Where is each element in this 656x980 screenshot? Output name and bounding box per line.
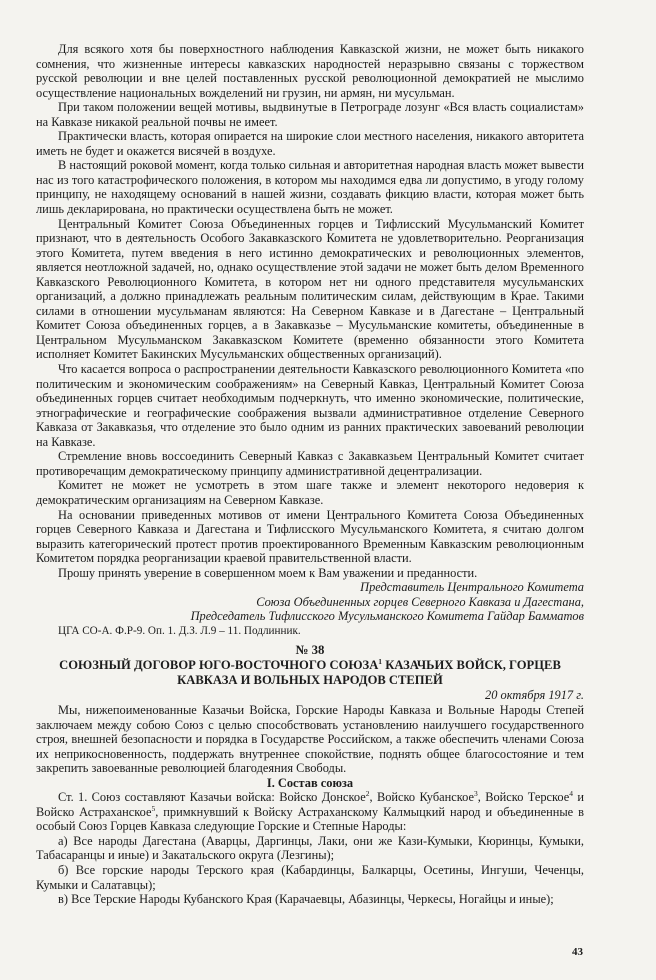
article-text: , примкнувший к Войску Астраханскому Калмыцкий народ и объединенные в особый Союз Горцев Кавказа следующие Горские и Степные Народы:: [36, 804, 584, 834]
paragraph: На основании приведенных мотивов от имени Центрального Комитета Союза Объединенных горцев Северного Кавказа и Дагестана и Тифлисского Мусульманского Комитета, я считаю долгом выразить категорический протест против проектированного Временным Кавказским революционным Комитетом порядка реорганизации краевой правительственной власти.: [36, 507, 584, 566]
document-number: № 38: [295, 643, 325, 658]
list-item: б) Все горские народы Терского края (Кабардинцы, Балкарцы, Осетины, Ингуши, Чеченцы, Кумыки и Салатавцы);: [36, 862, 584, 892]
text-column: [36, 42, 584, 907]
paragraph: Для всякого хотя бы поверхностного наблюдения Кавказской жизни, не может быть никакого сомнения, что жизненные интересы кавказских народностей неразрывно связаны с торжеством русской революции и вне целей поставленных русской революционной демократией не мыслимо осуществление национальных вожделений ни грузин, ни армян, ни мусульман.: [36, 42, 584, 100]
document-title-part: КАЗАЧЬИХ ВОЙСК, ГОРЦЕВ: [382, 658, 561, 673]
footnote-marker: 3: [474, 789, 478, 799]
list-item: а) Все народы Дагестана (Аварцы, Даргинцы, Лаки, они же Кази-Кумыки, Кюринцы, Кумыки, Табасаранцы и иные) и Закатальского округа (Лезгины);: [36, 833, 584, 863]
document-title: [36, 658, 584, 673]
paragraph: В настоящий роковой момент, когда только сильная и авторитетная народная власть может вывести нас из того катастрофического положения, в котором мы находимся едва ли допустимо, в угоду голому принципу, не находящему оснований в нашей жизни, создавать фикцию власти, которая может быть лишь декларирована, но практически осуществлена быть не может.: [36, 158, 584, 217]
list-item: в) Все Терские Народы Кубанского Края (Карачаевцы, Абазинцы, Черкесы, Ногайцы и иные);: [58, 892, 554, 907]
archive-source-note: ЦГА СО-А. Ф.Р-9. Оп. 1. Д.З. Л.9 – 11. Подлинник.: [58, 624, 301, 637]
intro-paragraph: Мы, нижепоименованные Казачьи Войска, Горские Народы Кавказа и Вольные Народы Степей заключаем между собою Союз с целью способствовать установлению наилучшего государственного строя, внешней безопасности и порядка в Государстве Российском, а также обеспечить членами Союза их неприкосновенность, поддержать внутреннее спокойствие, поднять общее благосостояние и тем закрепить завоеванные революцией благодеяния Свободы.: [36, 702, 584, 776]
article-text: , Войско Кубанское: [369, 790, 475, 805]
document-date: 20 октября 1917 г.: [485, 688, 584, 703]
signature-line: Председатель Тифлисского Мусульманского Комитета Гайдар Бамматов: [190, 609, 584, 624]
paragraph: При таком положении вещей мотивы, выдвинутые в Петрограде лозунг «Вся власть социалистам» на Кавказе никакой реальной почвы не имеет.: [36, 100, 584, 129]
footnote-marker: 4: [569, 789, 574, 799]
footnote-marker: 1: [378, 657, 383, 667]
article-1: [36, 790, 584, 834]
document-title-line2: КАВКАЗА И ВОЛЬНЫХ НАРОДОВ СТЕПЕЙ: [177, 673, 443, 688]
paragraph: Стремление вновь воссоединить Северный Кавказ с Закавказьем Центральный Комитет считает противоречащим демократическому принципу административной децентрализации.: [36, 449, 584, 478]
article-text: Ст. 1. Союз составляют Казачьи войска: Войско Донское: [58, 790, 366, 805]
footnote-marker: 2: [365, 789, 370, 799]
paragraph: Центральный Комитет Союза Объединенных горцев и Тифлисский Мусульманский Комитет признают, что в деятельность Особого Закавказского Комитета не удовлетворительно. Реорганизация этого Комитета, путем введения в него истинно демократических и революционных элементов, является неотложной задачей, но, однако осуществление этой задачи не может быть делом Временного Кавказского Революционного Комитета, в котором нет ни одного представителя мусульманских организаций, а должно принадлежать реальным политическим силам, действующим в Крае. Такими силами в отношении мусульманам являются: На Северном Кавказе и в Дагестане – Центральный Комитет Союза объединенных горцев, а в Закавказье – Мусульманские комитеты, объединенные в Центральном Мусульманском Закавказском Комитете (временно обязанности этого Комитета исполняет Комитет Бакинских Мусульманских общественных организаций).: [36, 216, 584, 362]
article-text: и Войско Астраханское: [36, 790, 584, 819]
document-title-part: СОЮЗНЫЙ ДОГОВОР ЮГО-ВОСТОЧНОГО СОЮЗА: [59, 658, 379, 673]
page-number: 43: [572, 946, 583, 958]
signature-line: Представитель Центрального Комитета: [360, 580, 584, 595]
article-text: , Войско Терское: [477, 790, 570, 805]
footnote-marker: 5: [151, 803, 156, 813]
signature-line: Союза Объединенных горцев Северного Кавказа и Дагестана,: [256, 594, 584, 609]
paragraph: Комитет не может не усмотреть в этом шаге также и элемент некоторого недоверия к демократическим организациям на Северном Кавказе.: [36, 478, 584, 507]
paragraph: Что касается вопроса о распространении деятельности Кавказского революционного Комитета «по политическим и экономическим соображениям» на Северный Кавказ, Центральный Комитет Союза объединенных горцев считает необходимым подчеркнуть, что именно экономические, политические, этнографические и географические соображения вызвали административное отделение Северного Кавказа от Закавказья, что отделение это было одним из ранних практических завоеваний революции на Кавказе.: [36, 362, 584, 449]
paragraph: Прошу принять уверение в совершенном моем к Вам уважении и преданности.: [58, 565, 478, 580]
section-title: I. Состав союза: [266, 775, 354, 790]
paragraph: Практически власть, которая опирается на широкие слои местного населения, никакого авторитета иметь не будет и окажется висячей в воздухе.: [36, 129, 584, 158]
